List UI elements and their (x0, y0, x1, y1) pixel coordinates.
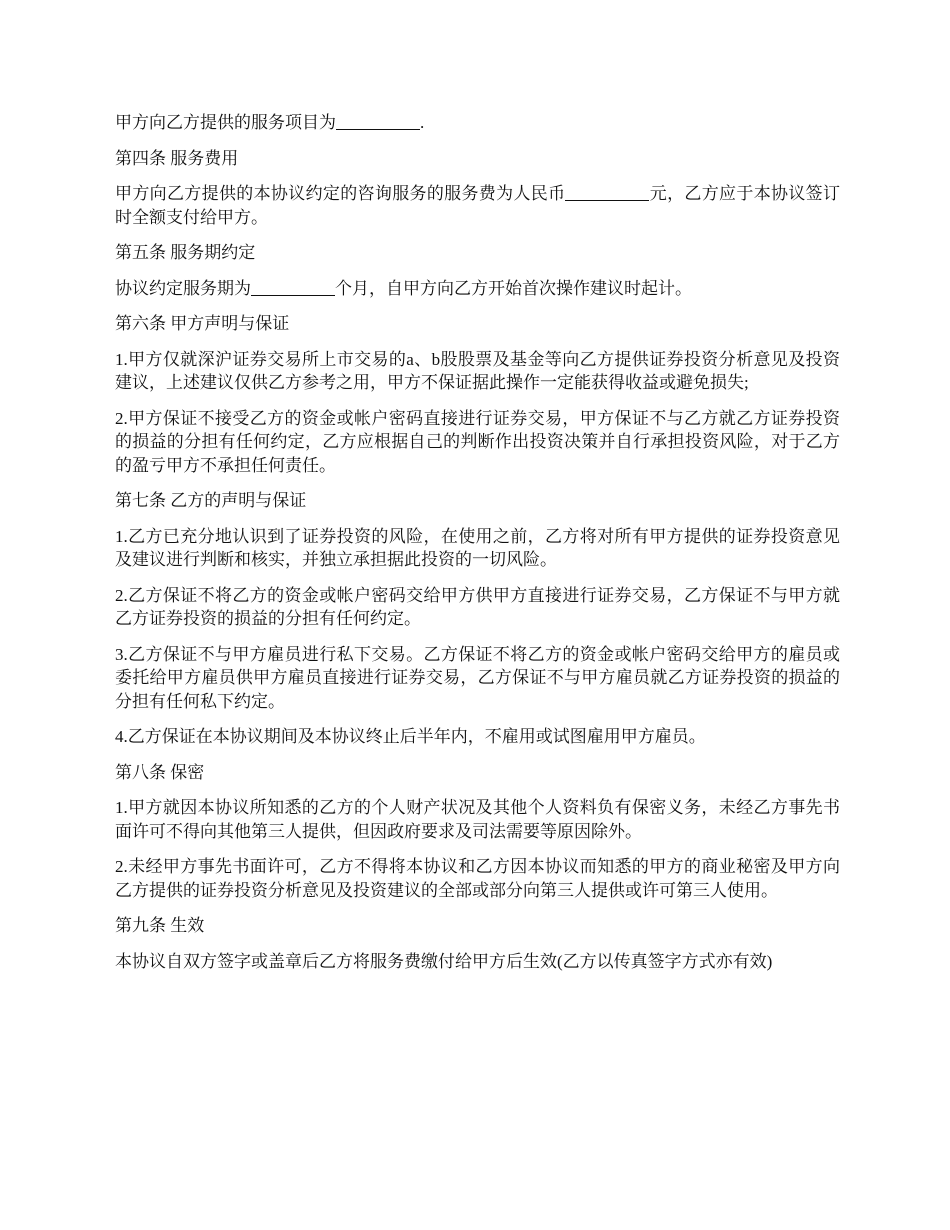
service-fee-prefix: 甲方向乙方提供的本协议约定的咨询服务的服务费为人民币 (115, 184, 566, 203)
service-fee-suffix: 元，乙方应于本协议签订时全额支付给甲方。 (115, 184, 841, 227)
service-items-line (115, 111, 840, 135)
article-7-item-1: 1.乙方已充分地认识到了证券投资的风险，在使用之前，乙方将对所有甲方提供的证券投资意见及建议进行判断和核实，并独立承担据此投资的一切风险。 (115, 526, 840, 569)
service-period-suffix: 个月，自甲方向乙方开始首次操作建议时起计。 (335, 278, 692, 298)
article-7-heading: 第七条 乙方的声明与保证 (115, 491, 307, 510)
article-4-heading: 第四条 服务费用 (115, 148, 239, 168)
service-period-prefix: 协议约定服务期为 (115, 278, 251, 298)
article-5-heading: 第五条 服务期约定 (115, 243, 256, 262)
article-8-item-1: 1.甲方就因本协议所知悉的乙方的个人财产状况及其他个人资料负有保密义务，未经乙方事先书面许可不得向其他第三人提供，但因政府要求及司法需要等原因除外。 (115, 798, 840, 841)
service-period-paragraph (115, 277, 840, 301)
service-items-blank (336, 112, 420, 130)
article-6-item-1: 1.甲方仅就深沪证券交易所上市交易的a、b股股票及基金等向乙方提供证券投资分析意见及投资建议，上述建议仅供乙方参考之用，甲方不保证据此操作一定能获得收益或避免损失; (115, 349, 840, 392)
article-6-heading: 第六条 甲方声明与保证 (115, 314, 290, 333)
document-body (115, 111, 840, 985)
article-7-item-4: 4.乙方保证在本协议期间及本协议终止后半年内，不雇用或试图雇用甲方雇员。 (115, 727, 706, 746)
article-8-heading: 第八条 保密 (115, 762, 205, 782)
article-7-item-2: 2.乙方保证不将乙方的资金或帐户密码交给甲方供甲方直接进行证券交易，乙方保证不与甲方就乙方证券投资的损益的分担有任何约定。 (115, 585, 840, 628)
service-period-blank (251, 278, 335, 296)
article-6-item-2: 2.甲方保证不接受乙方的资金或帐户密码直接进行证券交易，甲方保证不与乙方就乙方证券投资的损益的分担有任何约定，乙方应根据自己的判断作出投资决策并自行承担投资风险，对于乙方的盈亏甲方不承担任何责任。 (115, 408, 840, 475)
service-items-prefix: 甲方向乙方提供的服务项目为 (115, 113, 336, 132)
article-9-heading: 第九条 生效 (115, 916, 205, 935)
article-9-text: 本协议自双方签字或盖章后乙方将服务费缴付给甲方后生效(乙方以传真签字方式亦有效) (115, 951, 773, 971)
article-7-item-3: 3.乙方保证不与甲方雇员进行私下交易。乙方保证不将乙方的资金或帐户密码交给甲方的雇员或委托给甲方雇员供甲方雇员直接进行证券交易，乙方保证不与甲方雇员就乙方证券投资的损益的分担有任何私下约定。 (115, 644, 840, 711)
service-items-suffix: . (420, 113, 425, 132)
service-fee-paragraph (115, 182, 840, 229)
service-fee-blank (565, 183, 649, 201)
article-8-item-2: 2.未经甲方事先书面许可，乙方不得将本协议和乙方因本协议而知悉的甲方的商业秘密及甲方向乙方提供的证券投资分析意见及投资建议的全部或部分向第三人提供或许可第三人使用。 (115, 857, 840, 900)
